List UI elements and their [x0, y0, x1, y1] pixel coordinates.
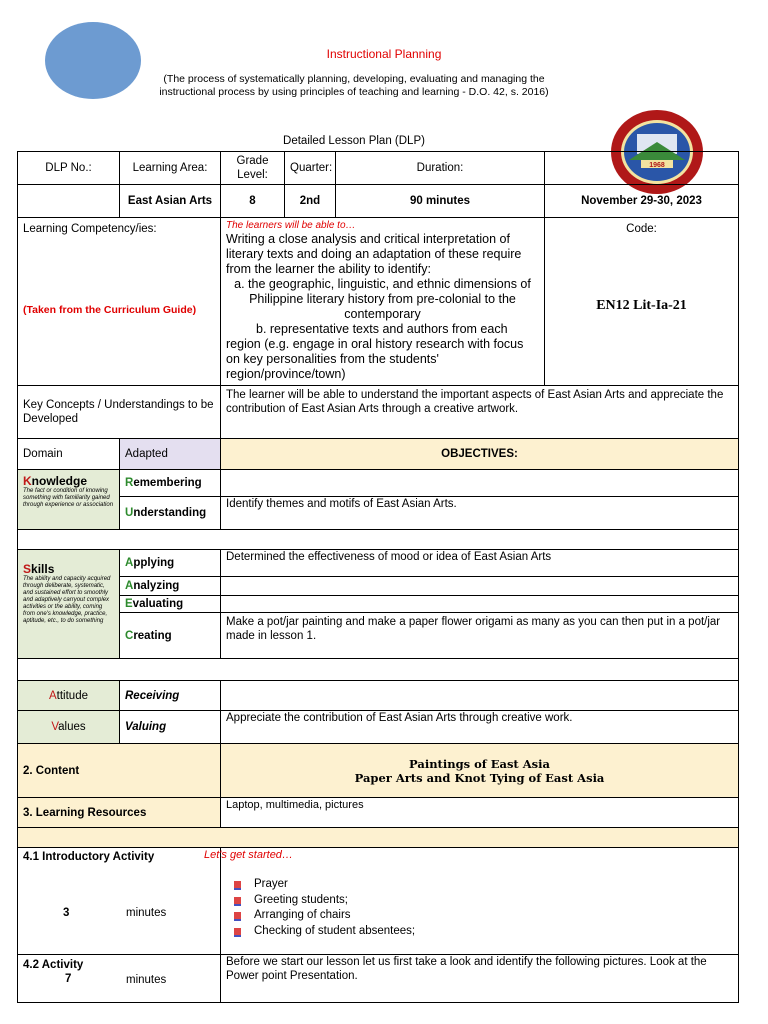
applying-row — [18, 550, 739, 577]
objectives-header: OBJECTIVES: — [221, 439, 739, 470]
domain-header-row — [18, 439, 739, 470]
intro-lead: Let's get started… — [204, 849, 293, 861]
analyzing-label: Analyzing — [120, 577, 221, 596]
applying-objective: Determined the effectiveness of mood or idea of East Asian Arts — [221, 550, 739, 577]
spacer-row-3 — [18, 828, 739, 848]
spacer-cell — [18, 828, 739, 848]
intro-minutes — [18, 864, 220, 934]
subtitle-line-2: instructional process by using principles of teaching and learning - D.O. 42, s. 2016) — [159, 86, 549, 98]
date-label-cell — [545, 152, 739, 185]
intro-label-cell — [18, 848, 221, 955]
values-objective: Appreciate the contribution of East Asian Arts through creative work. — [221, 711, 739, 744]
competency-row — [18, 218, 739, 386]
competency-label: Learning Competency/ies: — [23, 223, 157, 235]
activity-minutes-label: minutes — [126, 974, 167, 986]
date-value: November 29-30, 2023 — [545, 185, 739, 218]
remembering-row — [18, 470, 739, 497]
dlp-no-value — [18, 185, 120, 218]
evaluating-label: Evaluating — [120, 596, 221, 613]
content-title — [221, 744, 739, 798]
code-value: EN12 Lit-Ia-21 — [596, 298, 687, 313]
intro-minutes-value: 3 — [63, 907, 70, 919]
content-row — [18, 744, 739, 798]
creating-label: Creating — [120, 613, 221, 659]
attitude-objective — [221, 681, 739, 711]
info-value-row — [18, 185, 739, 218]
competency-item-b: b. representative texts and authors from each region (e.g. engage in oral history research with focus on key personalities from the students' region/province/town) — [226, 322, 524, 381]
svg-text:1968: 1968 — [649, 162, 665, 169]
page-title: Instructional Planning — [326, 47, 442, 61]
activity-minutes-value: 7 — [65, 973, 72, 985]
key-concepts-row — [18, 386, 739, 439]
competency-label-cell — [18, 218, 221, 386]
dlp-title: Detailed Lesson Plan (DLP) — [283, 135, 425, 147]
activity-text: Before we start our lesson let us first take a look and identify the following pictures. Look at the Power point Presentation. — [221, 955, 739, 1003]
skills-cell — [18, 550, 120, 659]
content-label: 2. Content — [18, 744, 221, 798]
intro-label: 4.1 Introductory Activity — [23, 851, 155, 863]
resources-label: 3. Learning Resources — [18, 798, 221, 828]
values-row — [18, 711, 739, 744]
intro-activity-cell — [204, 848, 739, 955]
content-title-line-2: Paper Arts and Knot Tying of East Asia — [354, 770, 605, 785]
grade-level-value: 8 — [221, 185, 285, 218]
curriculum-guide-note: (Taken from the Curriculum Guide) — [23, 304, 197, 316]
activity-label-cell — [18, 955, 221, 1003]
skills-desc: The ability and capacity acquired through deliberate, systematic, and sustained effort to smoothly and adaptively carryout complex activities or the ability, coming from one's knowledge, practice, aptitude, etc., to do something — [23, 576, 111, 624]
analyzing-objective — [221, 577, 739, 596]
activity-label: 4.2 Activity — [23, 959, 84, 971]
competency-lead: The learners will be able to… — [226, 220, 356, 231]
quarter-value: 2nd — [285, 185, 336, 218]
grade-level-label: Grade Level: — [221, 152, 285, 185]
receiving-label: Receiving — [120, 681, 221, 711]
attitude-label: Attitude — [18, 681, 120, 711]
intro-list — [226, 877, 733, 939]
spacer-row-2 — [18, 659, 739, 681]
learning-area-label: Learning Area: — [120, 152, 221, 185]
duration-value: 90 minutes — [336, 185, 545, 218]
intro-minutes-label: minutes — [126, 907, 167, 919]
spacer-cell — [18, 659, 739, 681]
evaluating-objective — [221, 596, 739, 613]
resources-row — [18, 798, 739, 828]
activity-row — [18, 955, 739, 1003]
understanding-objective: Identify themes and motifs of East Asian Arts. — [221, 497, 739, 530]
list-item: Greeting students; — [254, 893, 733, 909]
applying-label: Applying — [120, 550, 221, 577]
creating-objective: Make a pot/jar painting and make a paper flower origami as many as you can then put in a pot/jar made in lesson 1. — [221, 613, 739, 659]
competency-item-a: a. the geographic, linguistic, and ethnic dimensions of Philippine literary history from pre-colonial to the contemporary — [234, 277, 531, 321]
spacer-row-1 — [18, 530, 739, 550]
page-subtitle — [100, 73, 608, 99]
knowledge-label: Knowledge — [23, 474, 88, 488]
learning-area-value: East Asian Arts — [120, 185, 221, 218]
creating-row — [18, 613, 739, 659]
dlp-no-label: DLP No.: — [18, 152, 120, 185]
remembering-label: Remembering — [120, 470, 221, 497]
dlp-table — [17, 151, 739, 1003]
code-label: Code: — [626, 223, 657, 235]
competency-text-cell — [221, 218, 545, 386]
values-label: Values — [18, 711, 120, 744]
knowledge-cell — [18, 470, 120, 530]
duration-label: Duration: — [336, 152, 545, 185]
remembering-objective — [221, 470, 739, 497]
evaluating-row — [18, 596, 739, 613]
quarter-label: Quarter: — [285, 152, 336, 185]
key-concepts-text: The learner will be able to understand the important aspects of East Asian Arts and appreciate the contribution of East Asian Arts through a creative artwork. — [221, 386, 739, 439]
list-item: Prayer — [254, 877, 733, 893]
subtitle-line-1: (The process of systematically planning, developing, evaluating and managing the — [163, 73, 545, 85]
code-cell — [545, 218, 739, 386]
knowledge-desc: The fact or condition of knowing something with familiarity gained through experience or association — [23, 488, 114, 508]
valuing-label: Valuing — [120, 711, 221, 744]
understanding-label: Understanding — [120, 497, 221, 530]
resources-text: Laptop, multimedia, pictures — [221, 798, 739, 828]
list-item: Arranging of chairs — [254, 908, 733, 924]
domain-header: Domain — [18, 439, 120, 470]
adapted-header: Adapted — [120, 439, 221, 470]
key-concepts-label: Key Concepts / Understandings to be Developed — [18, 386, 221, 439]
activity-minutes — [18, 972, 220, 992]
analyzing-row — [18, 577, 739, 596]
intro-row — [18, 848, 739, 955]
info-header-row — [18, 152, 739, 185]
skills-label: Skills — [23, 562, 55, 576]
list-item: Checking of student absentees; — [254, 924, 733, 940]
competency-main: Writing a close analysis and critical interpretation of literary texts and doing an adaptation of these require from the learner the ability to identify: — [226, 232, 522, 276]
attitude-row — [18, 681, 739, 711]
spacer-cell — [18, 530, 739, 550]
content-title-line-1: Paintings of East Asia — [409, 756, 550, 771]
understanding-row — [18, 497, 739, 530]
